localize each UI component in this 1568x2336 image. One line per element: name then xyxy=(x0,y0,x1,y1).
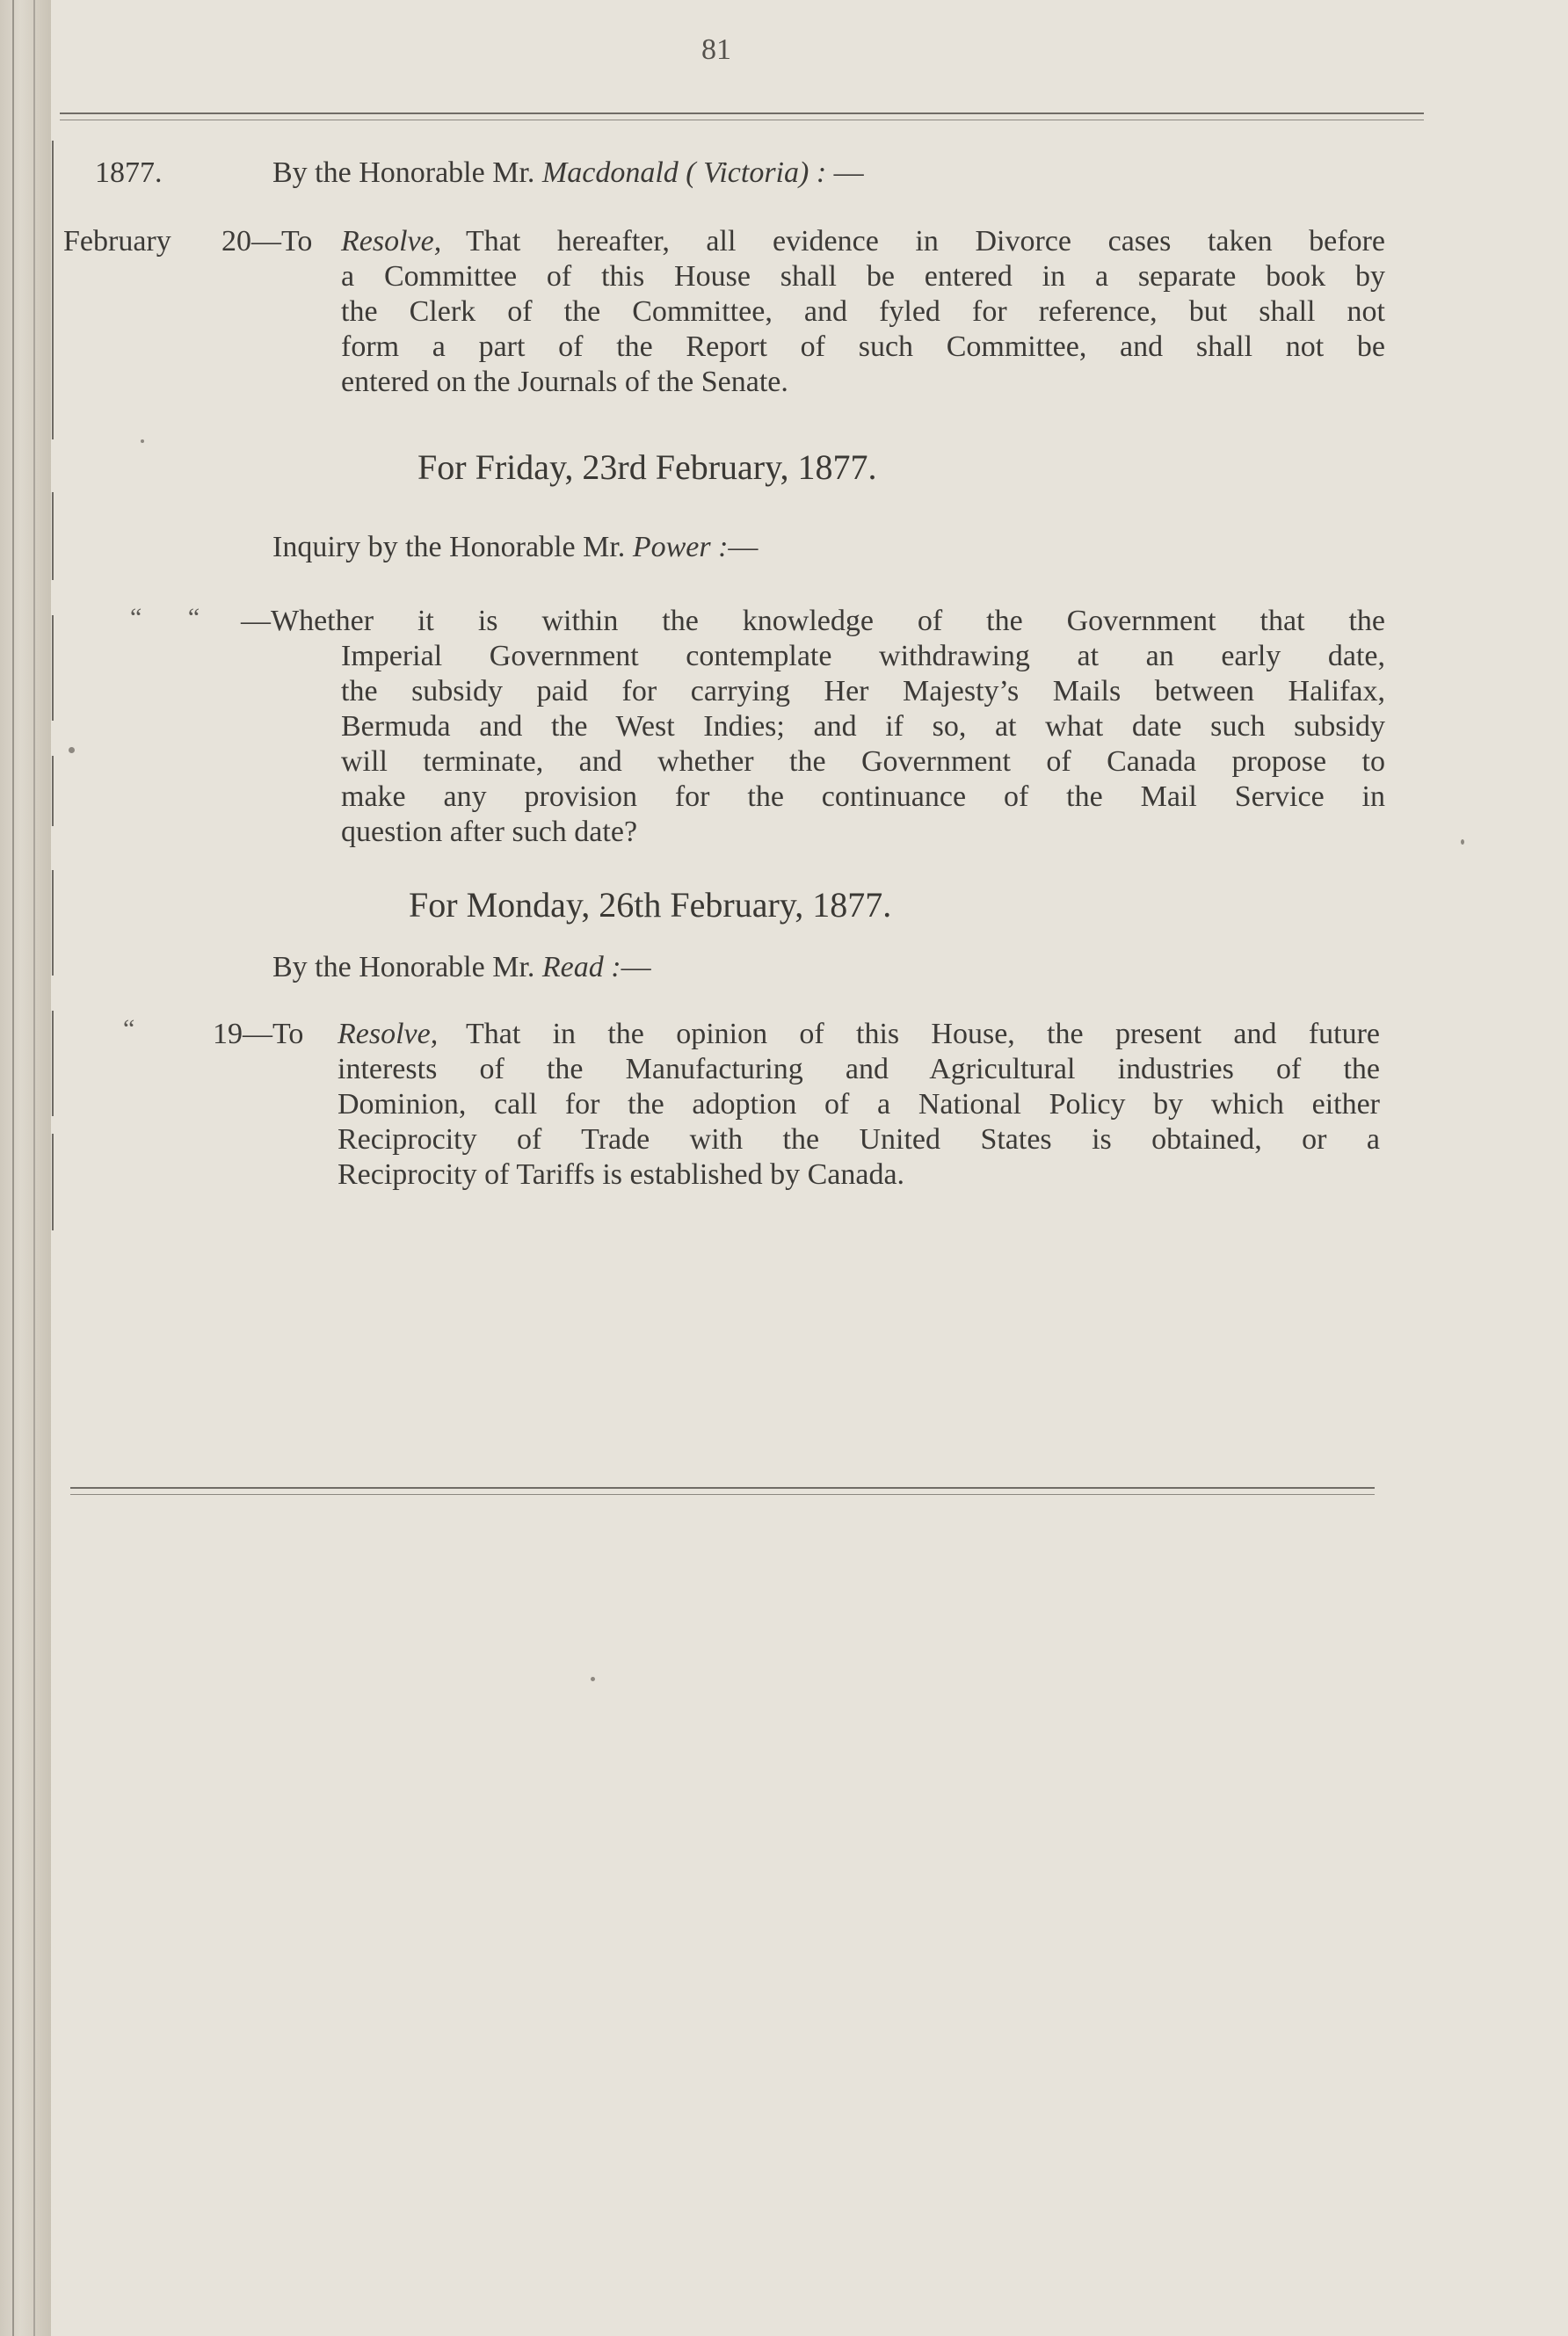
dash: — xyxy=(826,156,864,189)
motion-text-line: Dominion, call for the adoption of a National Policy by which either xyxy=(338,1088,1380,1121)
entry-intro-line xyxy=(272,156,864,190)
resolve-label: Resolve, xyxy=(341,225,442,258)
paper-speck xyxy=(69,747,75,753)
inquiry-text-line: —Whether it is within the knowledge of the Government that the xyxy=(241,605,1385,637)
motion-text-line: form a part of the Report of such Committee, and shall not be xyxy=(341,330,1385,363)
footer-rule xyxy=(70,1487,1375,1489)
footer-rule-thin xyxy=(70,1494,1375,1495)
resolve-label: Resolve, xyxy=(338,1018,439,1050)
inquiry-text-line: the subsidy paid for carrying Her Majesty’s Mails between Halifax, xyxy=(341,675,1385,707)
motion-text-line: entered on the Journals of the Senate. xyxy=(341,366,788,398)
margin-mark xyxy=(52,870,54,976)
paper-speck xyxy=(591,1677,595,1681)
margin-mark xyxy=(52,141,54,439)
book-binding-edge xyxy=(0,0,51,2336)
inquiry-text-line: will terminate, and whether the Government of Canada propose to xyxy=(341,745,1385,778)
motion-text-line: interests of the Manufacturing and Agricultural industries of the xyxy=(338,1053,1380,1085)
margin-mark xyxy=(52,615,54,721)
margin-mark xyxy=(52,492,54,580)
header-rule xyxy=(60,112,1424,114)
inquiry-text-line: make any provision for the continuance of the Mail Service in xyxy=(341,780,1385,813)
entry-year: 1877. xyxy=(95,156,163,189)
member-name: Read : xyxy=(541,951,621,983)
intro-text: Inquiry by the Honorable Mr. xyxy=(272,531,626,563)
intro-text: By the Honorable Mr. xyxy=(272,156,535,189)
margin-mark xyxy=(52,1134,54,1230)
binding-fold-line xyxy=(12,0,14,2336)
section-heading: For Friday, 23rd February, 1877. xyxy=(417,447,877,487)
inquiry-intro-line xyxy=(272,531,758,564)
ditto-marks: “ “ xyxy=(130,603,200,632)
motion-text-line: Reciprocity of Tariffs is established by Canada. xyxy=(338,1158,905,1191)
motion-text-line: a Committee of this House shall be entered in a separate book by xyxy=(341,260,1385,293)
dash: — xyxy=(621,951,651,983)
notice-number: 19—To xyxy=(213,1018,304,1050)
ditto-mark: “ xyxy=(123,1014,135,1043)
motion-text-line: the Clerk of the Committee, and fyled for reference, but shall not xyxy=(341,295,1385,328)
member-name: Power : xyxy=(632,531,729,563)
margin-mark xyxy=(52,756,54,826)
paper-speck xyxy=(141,439,144,443)
inquiry-text-line: Bermuda and the West Indies; and if so, at what date such subsidy xyxy=(341,710,1385,743)
intro-text: By the Honorable Mr. xyxy=(272,951,535,983)
dash: — xyxy=(728,531,759,563)
notice-intro-line xyxy=(272,951,651,984)
entry-date: February xyxy=(63,225,171,258)
notice-number: 20—To xyxy=(221,225,313,258)
motion-text-line: That hereafter, all evidence in Divorce cases taken before xyxy=(466,225,1385,258)
section-heading: For Monday, 26th February, 1877. xyxy=(409,885,892,925)
margin-marks xyxy=(48,123,61,1213)
motion-text-line: Reciprocity of Trade with the United States is obtained, or a xyxy=(338,1123,1380,1156)
margin-mark xyxy=(52,1011,54,1116)
member-name: Macdonald ( Victoria) : xyxy=(541,156,827,189)
binding-fold-line xyxy=(33,0,35,2336)
motion-text-line: That in the opinion of this House, the present and future xyxy=(466,1018,1380,1050)
inquiry-text-line: question after such date? xyxy=(341,816,638,848)
inquiry-text-line: Imperial Government contemplate withdrawing at an early date, xyxy=(341,640,1385,672)
page-number: 81 xyxy=(701,33,731,66)
paper-speck xyxy=(1461,839,1464,845)
